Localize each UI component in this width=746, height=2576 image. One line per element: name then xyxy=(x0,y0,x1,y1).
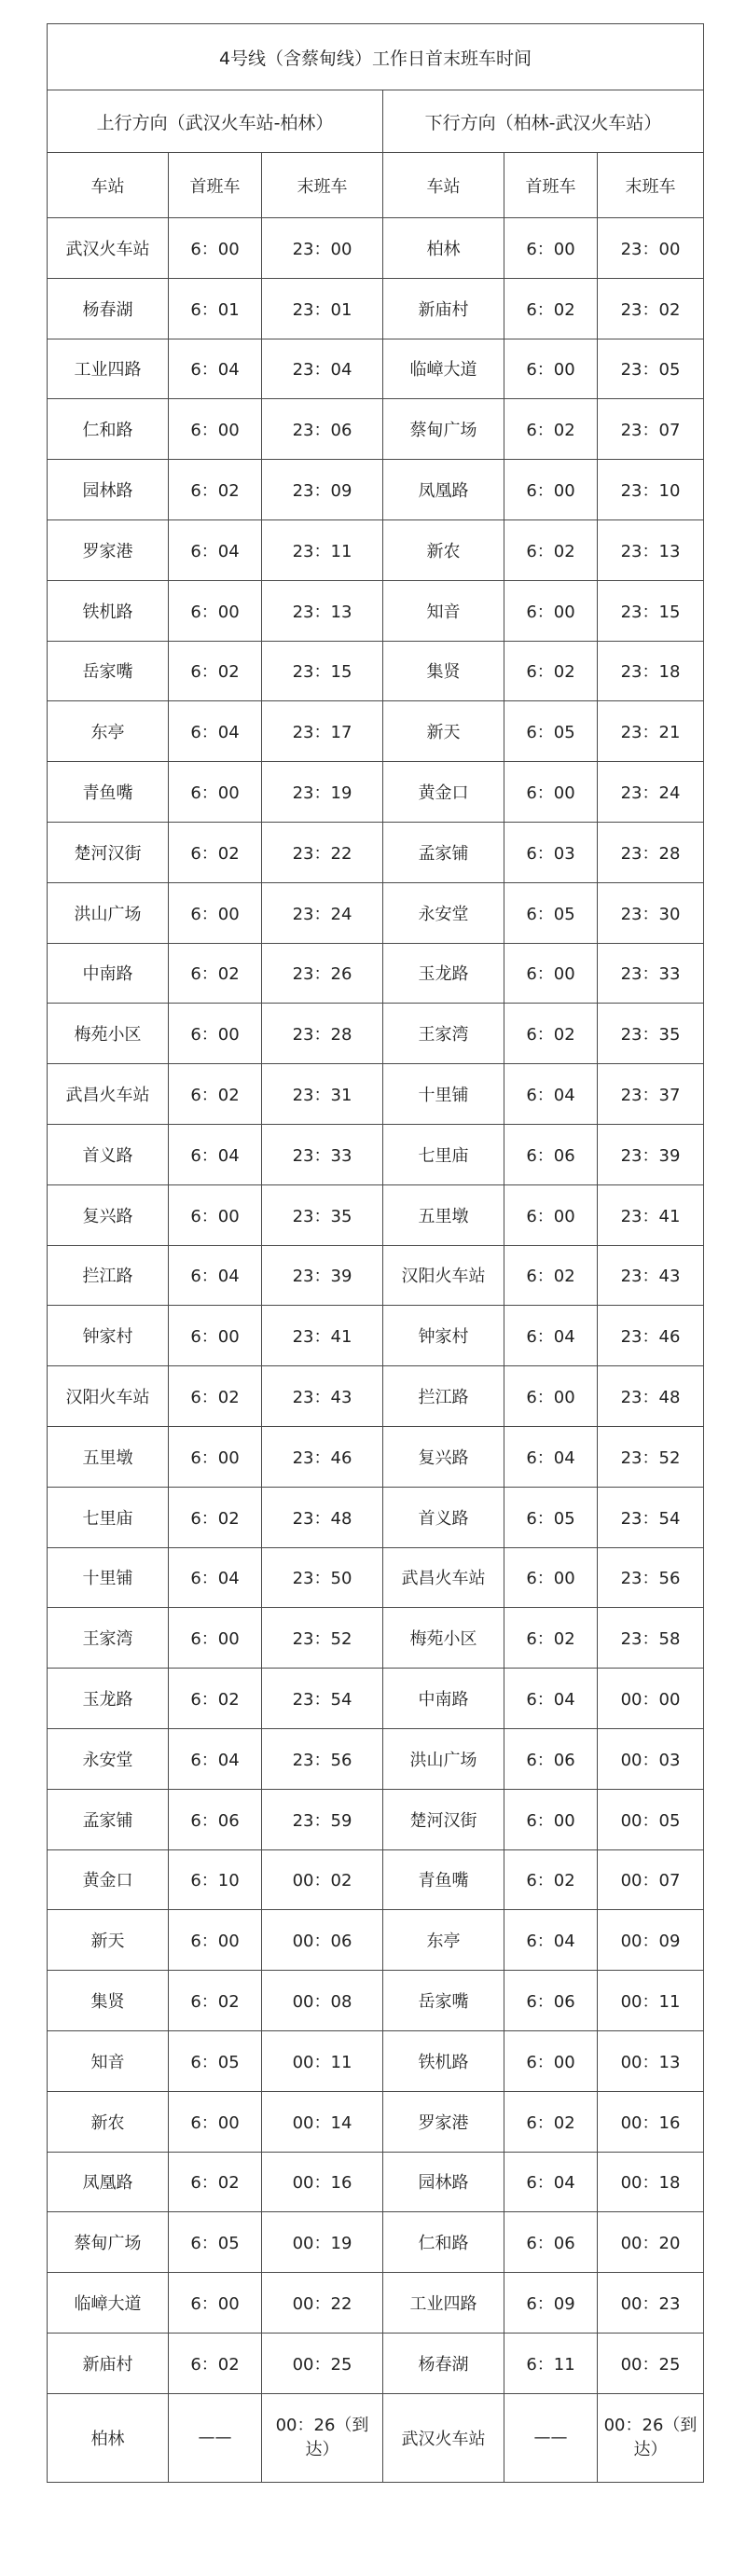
down-station-cell: 永安堂 xyxy=(383,882,504,943)
down-first-train-cell: 6：11 xyxy=(504,2333,598,2393)
timetable xyxy=(47,23,704,2483)
down-last-train-cell: 23：18 xyxy=(598,641,704,701)
down-station-cell: 楚河汉街 xyxy=(383,1789,504,1849)
down-first-train-cell: 6：00 xyxy=(504,762,598,823)
down-first-train-cell: 6：00 xyxy=(504,460,598,520)
down-last-train-cell: 00：13 xyxy=(598,2030,704,2091)
table-row xyxy=(48,641,704,701)
down-last-train-cell: 23：33 xyxy=(598,943,704,1004)
up-last-train-cell: 23：11 xyxy=(262,519,383,580)
down-station-cell: 洪山广场 xyxy=(383,1728,504,1789)
down-station-cell: 玉龙路 xyxy=(383,943,504,1004)
up-station-cell: 洪山广场 xyxy=(48,882,169,943)
up-last-train-cell: 23：26 xyxy=(262,943,383,1004)
up-station-cell: 梅苑小区 xyxy=(48,1004,169,1064)
up-first-train-cell: 6：02 xyxy=(169,1669,262,1729)
up-first-train-cell: 6：04 xyxy=(169,339,262,399)
table-row xyxy=(48,1184,704,1245)
up-first-train-cell: 6：02 xyxy=(169,1064,262,1125)
up-last-train-cell: 00：06 xyxy=(262,1910,383,1971)
up-last-train-cell: 00：11 xyxy=(262,2030,383,2091)
down-station-cell: 仁和路 xyxy=(383,2212,504,2273)
down-station-cell: 临嶂大道 xyxy=(383,339,504,399)
down-first-train-cell: 6：05 xyxy=(504,1487,598,1547)
down-last-train-cell: 23：52 xyxy=(598,1426,704,1487)
up-station-header: 车站 xyxy=(48,153,169,218)
up-direction-header: 上行方向（武汉火车站-柏林） xyxy=(48,90,383,153)
down-station-cell: 铁机路 xyxy=(383,2030,504,2091)
down-station-cell: 集贤 xyxy=(383,641,504,701)
up-station-cell: 蔡甸广场 xyxy=(48,2212,169,2273)
up-first-train-cell: 6：02 xyxy=(169,822,262,882)
down-station-cell: 黄金口 xyxy=(383,762,504,823)
table-row xyxy=(48,2030,704,2091)
up-first-train-cell: 6：04 xyxy=(169,1728,262,1789)
table-row xyxy=(48,2333,704,2393)
down-last-train-cell: 23：15 xyxy=(598,580,704,641)
down-first-train-cell: 6：02 xyxy=(504,278,598,339)
table-row xyxy=(48,1366,704,1427)
up-last-train-cell: 23：50 xyxy=(262,1547,383,1608)
up-station-cell: 杨春湖 xyxy=(48,278,169,339)
up-last-train-cell: 23：15 xyxy=(262,641,383,701)
down-last-train-cell: 23：35 xyxy=(598,1004,704,1064)
up-last-train-cell: 00：26（到达） xyxy=(262,2393,383,2482)
up-last-train-cell: 23：01 xyxy=(262,278,383,339)
up-first-train-cell: 6：00 xyxy=(169,2091,262,2152)
up-first-train-cell: 6：02 xyxy=(169,1366,262,1427)
down-first-train-cell: 6：09 xyxy=(504,2273,598,2334)
table-row xyxy=(48,943,704,1004)
up-station-cell: 玉龙路 xyxy=(48,1669,169,1729)
up-first-train-cell: 6：00 xyxy=(169,1910,262,1971)
up-first-train-cell: 6：00 xyxy=(169,1004,262,1064)
up-station-cell: 钟家村 xyxy=(48,1306,169,1366)
down-station-cell: 汉阳火车站 xyxy=(383,1245,504,1306)
up-first-train-cell: 6：04 xyxy=(169,1547,262,1608)
table-row xyxy=(48,1789,704,1849)
up-last-train-cell: 00：02 xyxy=(262,1849,383,1910)
down-first-train-cell: 6：05 xyxy=(504,882,598,943)
up-last-train-cell: 23：22 xyxy=(262,822,383,882)
up-last-train-cell: 00：14 xyxy=(262,2091,383,2152)
table-row xyxy=(48,2091,704,2152)
down-station-cell: 孟家铺 xyxy=(383,822,504,882)
up-station-cell: 楚河汉街 xyxy=(48,822,169,882)
down-last-train-cell: 00：07 xyxy=(598,1849,704,1910)
down-first-train-cell: 6：02 xyxy=(504,1245,598,1306)
table-row xyxy=(48,882,704,943)
up-station-cell: 凤凰路 xyxy=(48,2152,169,2212)
table-row xyxy=(48,1608,704,1669)
down-station-cell: 青鱼嘴 xyxy=(383,1849,504,1910)
table-row xyxy=(48,460,704,520)
down-station-cell: 武汉火车站 xyxy=(383,2393,504,2482)
down-last-train-cell: 00：00 xyxy=(598,1669,704,1729)
down-first-train-cell: 6：04 xyxy=(504,1426,598,1487)
up-station-cell: 青鱼嘴 xyxy=(48,762,169,823)
table-row xyxy=(48,822,704,882)
up-last-train-cell: 23：56 xyxy=(262,1728,383,1789)
down-first-train-cell: 6：02 xyxy=(504,1849,598,1910)
down-station-cell: 梅苑小区 xyxy=(383,1608,504,1669)
table-row xyxy=(48,701,704,762)
down-station-cell: 柏林 xyxy=(383,218,504,279)
up-station-cell: 岳家嘴 xyxy=(48,641,169,701)
up-last-train-cell: 23：43 xyxy=(262,1366,383,1427)
up-station-cell: 永安堂 xyxy=(48,1728,169,1789)
down-first-train-cell: 6：00 xyxy=(504,1789,598,1849)
up-first-train-cell: 6：02 xyxy=(169,460,262,520)
timetable-sheet xyxy=(47,23,703,2483)
down-station-cell: 新庙村 xyxy=(383,278,504,339)
down-last-train-cell: 00：05 xyxy=(598,1789,704,1849)
down-station-cell: 钟家村 xyxy=(383,1306,504,1366)
timetable-title: 4号线（含蔡甸线）工作日首末班车时间 xyxy=(48,24,704,90)
up-station-cell: 园林路 xyxy=(48,460,169,520)
up-station-cell: 柏林 xyxy=(48,2393,169,2482)
up-first-train-header: 首班车 xyxy=(169,153,262,218)
up-station-cell: 王家湾 xyxy=(48,1608,169,1669)
down-direction-header: 下行方向（柏林-武汉火车站） xyxy=(383,90,704,153)
up-first-train-cell: 6：04 xyxy=(169,1245,262,1306)
up-station-cell: 复兴路 xyxy=(48,1184,169,1245)
up-first-train-cell: 6：01 xyxy=(169,278,262,339)
up-last-train-cell: 23：46 xyxy=(262,1426,383,1487)
down-first-train-cell: 6：00 xyxy=(504,1366,598,1427)
down-last-train-cell: 23：28 xyxy=(598,822,704,882)
up-last-train-cell: 23：17 xyxy=(262,701,383,762)
down-station-cell: 武昌火车站 xyxy=(383,1547,504,1608)
down-last-train-cell: 23：02 xyxy=(598,278,704,339)
up-last-train-cell: 23：04 xyxy=(262,339,383,399)
down-station-cell: 知音 xyxy=(383,580,504,641)
down-first-train-cell: 6：02 xyxy=(504,1608,598,1669)
up-last-train-cell: 23：41 xyxy=(262,1306,383,1366)
down-station-cell: 东亭 xyxy=(383,1910,504,1971)
down-first-train-cell: —— xyxy=(504,2393,598,2482)
down-last-train-cell: 23：54 xyxy=(598,1487,704,1547)
up-station-cell: 中南路 xyxy=(48,943,169,1004)
down-station-cell: 中南路 xyxy=(383,1669,504,1729)
table-row xyxy=(48,1669,704,1729)
table-row xyxy=(48,1849,704,1910)
up-station-cell: 铁机路 xyxy=(48,580,169,641)
down-first-train-cell: 6：00 xyxy=(504,943,598,1004)
down-first-train-cell: 6：04 xyxy=(504,1306,598,1366)
table-row xyxy=(48,2152,704,2212)
up-first-train-cell: —— xyxy=(169,2393,262,2482)
up-first-train-cell: 6：04 xyxy=(169,701,262,762)
up-first-train-cell: 6：02 xyxy=(169,641,262,701)
down-last-train-cell: 23：48 xyxy=(598,1366,704,1427)
table-row xyxy=(48,218,704,279)
down-station-cell: 岳家嘴 xyxy=(383,1971,504,2031)
up-station-cell: 工业四路 xyxy=(48,339,169,399)
down-last-train-cell: 00：18 xyxy=(598,2152,704,2212)
down-last-train-cell: 23：30 xyxy=(598,882,704,943)
up-last-train-cell: 23：09 xyxy=(262,460,383,520)
down-last-train-cell: 23：37 xyxy=(598,1064,704,1125)
down-first-train-cell: 6：00 xyxy=(504,1547,598,1608)
up-station-cell: 集贤 xyxy=(48,1971,169,2031)
up-first-train-cell: 6：05 xyxy=(169,2030,262,2091)
down-first-train-cell: 6：00 xyxy=(504,339,598,399)
down-last-train-cell: 23：00 xyxy=(598,218,704,279)
table-row xyxy=(48,580,704,641)
table-row xyxy=(48,1547,704,1608)
down-first-train-header: 首班车 xyxy=(504,153,598,218)
up-station-cell: 临嶂大道 xyxy=(48,2273,169,2334)
down-station-cell: 首义路 xyxy=(383,1487,504,1547)
up-first-train-cell: 6：02 xyxy=(169,1487,262,1547)
table-row xyxy=(48,2273,704,2334)
down-last-train-cell: 00：20 xyxy=(598,2212,704,2273)
down-first-train-cell: 6：00 xyxy=(504,2030,598,2091)
up-station-cell: 知音 xyxy=(48,2030,169,2091)
down-first-train-cell: 6：05 xyxy=(504,701,598,762)
up-first-train-cell: 6：04 xyxy=(169,519,262,580)
down-first-train-cell: 6：03 xyxy=(504,822,598,882)
up-first-train-cell: 6：00 xyxy=(169,1608,262,1669)
up-station-cell: 武汉火车站 xyxy=(48,218,169,279)
up-station-cell: 东亭 xyxy=(48,701,169,762)
table-row xyxy=(48,1426,704,1487)
down-last-train-cell: 00：11 xyxy=(598,1971,704,2031)
table-row xyxy=(48,1971,704,2031)
down-first-train-cell: 6：04 xyxy=(504,1064,598,1125)
up-station-cell: 罗家港 xyxy=(48,519,169,580)
up-station-cell: 新农 xyxy=(48,2091,169,2152)
down-station-cell: 工业四路 xyxy=(383,2273,504,2334)
table-row-terminal xyxy=(48,2393,704,2482)
down-first-train-cell: 6：06 xyxy=(504,2212,598,2273)
table-row xyxy=(48,278,704,339)
down-station-cell: 园林路 xyxy=(383,2152,504,2212)
down-last-train-cell: 23：07 xyxy=(598,399,704,460)
table-row xyxy=(48,399,704,460)
up-last-train-cell: 00：19 xyxy=(262,2212,383,2273)
up-station-cell: 拦江路 xyxy=(48,1245,169,1306)
up-first-train-cell: 6：02 xyxy=(169,2333,262,2393)
up-last-train-cell: 23：35 xyxy=(262,1184,383,1245)
up-last-train-cell: 00：08 xyxy=(262,1971,383,2031)
up-last-train-cell: 23：52 xyxy=(262,1608,383,1669)
down-last-train-cell: 23：05 xyxy=(598,339,704,399)
up-last-train-cell: 23：48 xyxy=(262,1487,383,1547)
down-first-train-cell: 6：06 xyxy=(504,1728,598,1789)
down-station-cell: 凤凰路 xyxy=(383,460,504,520)
up-first-train-cell: 6：10 xyxy=(169,1849,262,1910)
up-first-train-cell: 6：04 xyxy=(169,1124,262,1184)
up-first-train-cell: 6：02 xyxy=(169,943,262,1004)
down-last-train-cell: 23：41 xyxy=(598,1184,704,1245)
up-last-train-cell: 23：59 xyxy=(262,1789,383,1849)
down-first-train-cell: 6：04 xyxy=(504,1910,598,1971)
down-first-train-cell: 6：02 xyxy=(504,519,598,580)
table-row xyxy=(48,519,704,580)
down-first-train-cell: 6：02 xyxy=(504,2091,598,2152)
up-last-train-cell: 00：16 xyxy=(262,2152,383,2212)
table-row xyxy=(48,1004,704,1064)
table-row xyxy=(48,1306,704,1366)
down-last-train-cell: 23：21 xyxy=(598,701,704,762)
down-last-train-cell: 00：26（到达） xyxy=(598,2393,704,2482)
up-first-train-cell: 6：00 xyxy=(169,882,262,943)
down-station-cell: 七里庙 xyxy=(383,1124,504,1184)
down-first-train-cell: 6：06 xyxy=(504,1124,598,1184)
down-last-train-cell: 23：58 xyxy=(598,1608,704,1669)
down-station-cell: 复兴路 xyxy=(383,1426,504,1487)
down-last-train-cell: 00：09 xyxy=(598,1910,704,1971)
up-first-train-cell: 6：06 xyxy=(169,1789,262,1849)
down-last-train-cell: 23：13 xyxy=(598,519,704,580)
up-first-train-cell: 6：02 xyxy=(169,1971,262,2031)
table-row xyxy=(48,2212,704,2273)
down-station-cell: 罗家港 xyxy=(383,2091,504,2152)
down-first-train-cell: 6：02 xyxy=(504,1004,598,1064)
up-station-cell: 武昌火车站 xyxy=(48,1064,169,1125)
up-first-train-cell: 6：02 xyxy=(169,2152,262,2212)
up-last-train-cell: 23：24 xyxy=(262,882,383,943)
down-first-train-cell: 6：04 xyxy=(504,2152,598,2212)
up-last-train-cell: 23：39 xyxy=(262,1245,383,1306)
up-first-train-cell: 6：00 xyxy=(169,1184,262,1245)
down-station-cell: 十里铺 xyxy=(383,1064,504,1125)
down-first-train-cell: 6：00 xyxy=(504,580,598,641)
down-first-train-cell: 6：06 xyxy=(504,1971,598,2031)
up-first-train-cell: 6：00 xyxy=(169,580,262,641)
down-last-train-header: 末班车 xyxy=(598,153,704,218)
up-last-train-cell: 23：54 xyxy=(262,1669,383,1729)
down-last-train-cell: 23：43 xyxy=(598,1245,704,1306)
table-row xyxy=(48,339,704,399)
table-row xyxy=(48,1487,704,1547)
down-station-cell: 王家湾 xyxy=(383,1004,504,1064)
up-first-train-cell: 6：00 xyxy=(169,218,262,279)
down-last-train-cell: 23：24 xyxy=(598,762,704,823)
up-last-train-cell: 00：25 xyxy=(262,2333,383,2393)
up-station-cell: 汉阳火车站 xyxy=(48,1366,169,1427)
up-last-train-cell: 23：06 xyxy=(262,399,383,460)
up-station-cell: 新天 xyxy=(48,1910,169,1971)
down-last-train-cell: 00：16 xyxy=(598,2091,704,2152)
up-station-cell: 新庙村 xyxy=(48,2333,169,2393)
table-row xyxy=(48,1728,704,1789)
table-row xyxy=(48,1064,704,1125)
up-station-cell: 五里墩 xyxy=(48,1426,169,1487)
down-last-train-cell: 00：25 xyxy=(598,2333,704,2393)
down-station-cell: 拦江路 xyxy=(383,1366,504,1427)
up-first-train-cell: 6：00 xyxy=(169,1306,262,1366)
up-first-train-cell: 6：05 xyxy=(169,2212,262,2273)
up-first-train-cell: 6：00 xyxy=(169,762,262,823)
down-first-train-cell: 6：02 xyxy=(504,641,598,701)
up-station-cell: 十里铺 xyxy=(48,1547,169,1608)
down-first-train-cell: 6：00 xyxy=(504,218,598,279)
down-first-train-cell: 6：00 xyxy=(504,1184,598,1245)
down-first-train-cell: 6：02 xyxy=(504,399,598,460)
down-last-train-cell: 23：39 xyxy=(598,1124,704,1184)
down-station-cell: 蔡甸广场 xyxy=(383,399,504,460)
down-last-train-cell: 23：56 xyxy=(598,1547,704,1608)
up-first-train-cell: 6：00 xyxy=(169,1426,262,1487)
down-station-header: 车站 xyxy=(383,153,504,218)
down-station-cell: 新农 xyxy=(383,519,504,580)
down-station-cell: 杨春湖 xyxy=(383,2333,504,2393)
up-station-cell: 黄金口 xyxy=(48,1849,169,1910)
down-last-train-cell: 23：10 xyxy=(598,460,704,520)
up-first-train-cell: 6：00 xyxy=(169,399,262,460)
table-row xyxy=(48,1910,704,1971)
up-station-cell: 仁和路 xyxy=(48,399,169,460)
up-station-cell: 孟家铺 xyxy=(48,1789,169,1849)
up-last-train-cell: 23：33 xyxy=(262,1124,383,1184)
up-station-cell: 首义路 xyxy=(48,1124,169,1184)
down-first-train-cell: 6：04 xyxy=(504,1669,598,1729)
down-last-train-cell: 00：23 xyxy=(598,2273,704,2334)
up-last-train-header: 末班车 xyxy=(262,153,383,218)
down-last-train-cell: 00：03 xyxy=(598,1728,704,1789)
down-station-cell: 五里墩 xyxy=(383,1184,504,1245)
up-first-train-cell: 6：00 xyxy=(169,2273,262,2334)
table-row xyxy=(48,1245,704,1306)
up-last-train-cell: 00：22 xyxy=(262,2273,383,2334)
up-last-train-cell: 23：13 xyxy=(262,580,383,641)
up-last-train-cell: 23：00 xyxy=(262,218,383,279)
up-station-cell: 七里庙 xyxy=(48,1487,169,1547)
table-row xyxy=(48,762,704,823)
up-last-train-cell: 23：28 xyxy=(262,1004,383,1064)
down-station-cell: 新天 xyxy=(383,701,504,762)
table-row xyxy=(48,1124,704,1184)
up-last-train-cell: 23：31 xyxy=(262,1064,383,1125)
up-last-train-cell: 23：19 xyxy=(262,762,383,823)
down-last-train-cell: 23：46 xyxy=(598,1306,704,1366)
